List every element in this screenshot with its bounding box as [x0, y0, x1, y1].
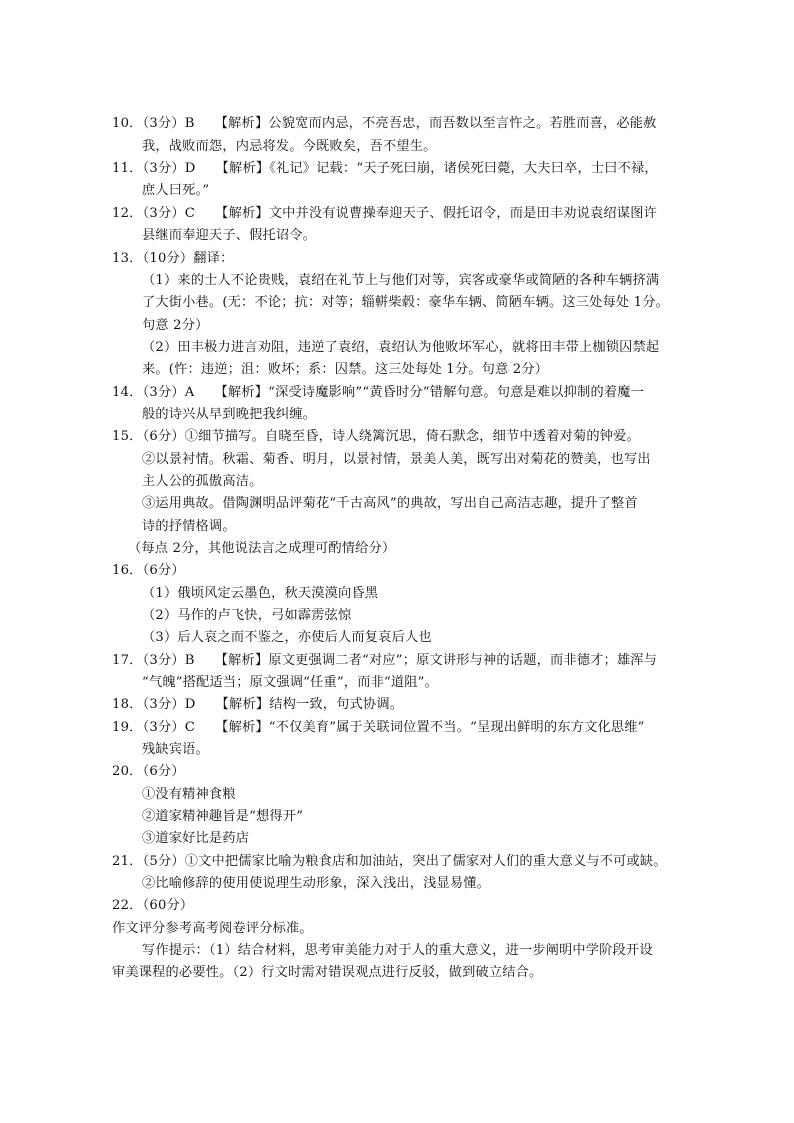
answer-10-line-2: 我，战败而怨，内忌将发。今既败矣，吾不望生。	[142, 139, 437, 154]
answer-19-line-2: 残缺宾语。	[142, 742, 209, 757]
answer-19-line-1: 19．（3分）C 【解析】“不仅美育”属于关联词位置不当。“呈现出鲜明的东方文化思维”	[112, 720, 645, 735]
writing-tip-line-1: 写作提示：（1）结合材料，思考审美能力对于人的重大意义，进一步阐明中学阶段开设	[142, 943, 653, 958]
answer-18-line: 18．（3分）D 【解析】结构一致，句式协调。	[112, 697, 404, 712]
answer-13-item-1-line-2: 了大街小巷。(无：不论；抗：对等；辎軿柴毂：豪华车辆、简陋车辆。这三处每处 1分。	[142, 295, 670, 310]
answer-12-line-2: 县继而奉迎天子、假托诏令。	[142, 228, 317, 243]
answer-15-point-3-line-1: ③运用典故。借陶渊明品评菊花“千古高风”的典故，写出自己高洁志趣，提升了整首	[142, 496, 638, 511]
answer-10-line-1: 10．（3分）B 【解析】公貌宽而内忌，不亮吾忠，而吾数以至言忤之。若胜而喜，必能赦	[112, 116, 657, 131]
answer-20-item-3: ③道家好比是药店	[142, 831, 250, 846]
answer-14-line-1: 14．（3分）A 【解析】“深受诗魔影响”“黄昏时分”错解句意。句意是难以抑制的着魔一	[112, 385, 645, 400]
answer-16-item-1: （1）俄顷风定云墨色，秋天漠漠向昏黑	[142, 586, 379, 601]
writing-tip-line-2: 审美课程的必要性。（2）行文时需对错误观点进行反驳，做到破立结合。	[112, 965, 543, 980]
answer-17-line-2: “气魄”搭配适当；原文强调“任重”，而非“道阻”。	[142, 675, 439, 690]
answer-15-point-2-line-2: 主人公的孤傲高洁。	[142, 474, 263, 489]
answer-13-heading: 13．（10分）翻译：	[112, 251, 234, 266]
answer-16-heading: 16．（6分）	[112, 563, 185, 578]
answer-15-point-1: 15．（6分）①细节描写。自晓至昏，诗人绕篱沉思，倚石默念，细节中透着对菊的钟爱。	[112, 429, 640, 444]
answer-12-line-1: 12．（3分）C 【解析】文中并没有说曹操奉迎天子、假托诏令，而是田丰劝说袁绍谋图许	[112, 206, 657, 221]
answer-15-point-3-line-2: 诗的抒情格调。	[142, 519, 236, 534]
answer-17-line-1: 17．（3分）B 【解析】原文更强调二者“对应”；原文讲形与神的话题，而非德才；雄浑与	[112, 653, 658, 668]
answer-11-line-1: 11．（3分）D 【解析】《礼记》记载：“天子死曰崩，诸侯死曰薨，大夫曰卒，士曰不禄，	[112, 161, 658, 176]
answer-13-item-2-line-1: （2）田丰极力进言劝阻，违逆了袁绍，袁绍认为他败坏军心，就将田丰带上枷锁囚禁起	[142, 340, 660, 355]
answer-13-item-1-line-1: （1）来的士人不论贵贱，袁绍在礼节上与他们对等，宾客或豪华或简陋的各种车辆挤满	[142, 273, 660, 288]
answer-14-line-2: 般的诗兴从早到晚把我纠缠。	[142, 407, 317, 422]
answer-21-line-2: ②比喻修辞的使用使说理生动形象，深入浅出，浅显易懂。	[142, 876, 491, 891]
answer-22-heading: 22．（60分）	[112, 898, 194, 913]
answer-13-item-2-line-2: 来。(忤：违逆；沮：败坏；系：囚禁。这三处每处 1分。句意 2分）	[142, 362, 549, 377]
answer-13-item-1-line-3: 句意 2分）	[142, 318, 209, 333]
answer-20-item-1: ①没有精神食粮	[142, 787, 236, 802]
answer-11-line-2: 庶人曰死。”	[142, 183, 210, 198]
answer-16-item-2: （2）马作的卢飞快，弓如霹雳弦惊	[142, 608, 352, 623]
answer-20-heading: 20．（6分）	[112, 764, 185, 779]
answer-20-item-2: ②道家精神趣旨是“想得开”	[142, 809, 304, 824]
answer-15-scoring-note: （每点 2分，其他说法言之成理可酌情给分）	[128, 541, 396, 556]
answer-16-item-3: （3）后人哀之而不鉴之，亦使后人而复哀后人也	[142, 630, 432, 645]
essay-scoring-standard: 作文评分参考高考阅卷评分标准。	[112, 921, 313, 936]
answer-21-line-1: 21．（5分）①文中把儒家比喻为粮食店和加油站，突出了儒家对人们的重大意义与不可或缺。	[112, 854, 667, 869]
answer-15-point-2-line-1: ②以景衬情。秋霜、菊香、明月，以景衬情，景美人美，既写出对菊花的赞美，也写出	[142, 452, 651, 467]
